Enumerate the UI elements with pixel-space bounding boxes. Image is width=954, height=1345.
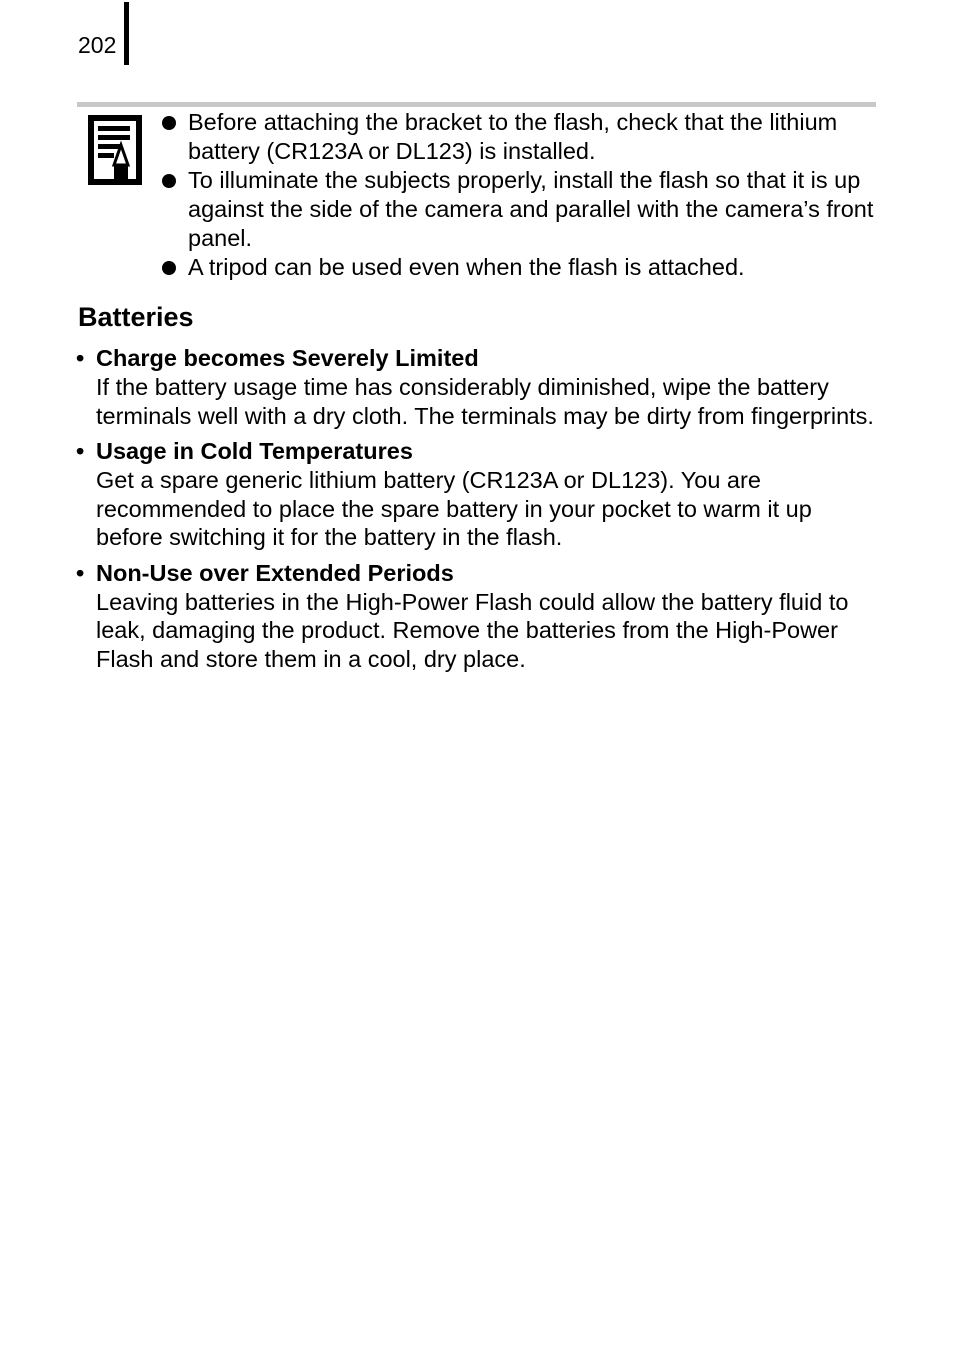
tip-body: Get a spare generic lithium battery (CR123A or DL123). You are recommended to place the spare battery in your pocket to warm it up before switching it for the battery in the flash. bbox=[96, 467, 812, 550]
note-pencil-icon bbox=[88, 115, 142, 187]
note-item-text: Before attaching the bracket to the flash, check that the lithium battery (CR123A or DL123) is installed. bbox=[188, 109, 838, 164]
note-item-text: A tripod can be used even when the flash is attached. bbox=[188, 254, 745, 280]
note-item bbox=[160, 108, 876, 166]
tip-bullet: • bbox=[76, 345, 85, 371]
page-number: 202 bbox=[78, 32, 117, 58]
note-item bbox=[160, 166, 876, 253]
bullet-dot-icon bbox=[162, 261, 176, 275]
section-heading: Batteries bbox=[78, 302, 194, 332]
tip-title: Non-Use over Extended Periods bbox=[96, 559, 454, 586]
tip-item bbox=[76, 559, 876, 674]
tip-item bbox=[76, 437, 876, 552]
bullet-dot-icon bbox=[162, 116, 176, 130]
note-item bbox=[160, 253, 876, 282]
note-list bbox=[160, 108, 876, 282]
tip-bullet: • bbox=[76, 438, 85, 464]
bullet-dot-icon bbox=[162, 174, 176, 188]
tip-bullet: • bbox=[76, 559, 85, 586]
note-rule bbox=[77, 102, 876, 107]
tip-body: If the battery usage time has considerably diminished, wipe the battery terminals well with a dry cloth. The terminals may be dirty from fingerprints. bbox=[96, 374, 874, 429]
tip-title: Usage in Cold Temperatures bbox=[96, 438, 413, 464]
tip-item bbox=[76, 344, 876, 430]
tip-title: Charge becomes Severely Limited bbox=[96, 345, 479, 371]
note-item-text: To illuminate the subjects properly, install the flash so that it is up against the side of the camera and parallel with the camera’s front panel. bbox=[188, 167, 874, 251]
page-number-bar bbox=[124, 2, 129, 65]
battery-tips bbox=[76, 344, 876, 680]
tip-body: Leaving batteries in the High-Power Flash could allow the battery fluid to leak, damaging the product. Remove the batteries from the High-Power Flash and store them in a cool, dry place. bbox=[96, 588, 849, 672]
